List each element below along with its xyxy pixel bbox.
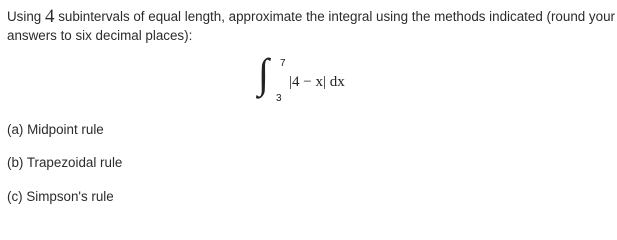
integral-expression xyxy=(258,49,378,108)
subinterval-count: 4 xyxy=(44,6,55,27)
question-text xyxy=(7,7,615,45)
integral-lower-limit: 3 xyxy=(276,93,282,104)
question-prefix: Using xyxy=(7,9,45,24)
integral-sign: ∫ xyxy=(258,49,269,98)
integrand: |4 − x| dx xyxy=(289,74,345,90)
part-b-label: (b) Trapezoidal rule xyxy=(7,155,123,170)
part-a-label: (a) Midpoint rule xyxy=(7,122,104,137)
part-c-label: (c) Simpson's rule xyxy=(7,189,114,204)
question-suffix: subintervals of equal length, approximate the integral using the methods indicated (round your answers to six decimal places): xyxy=(7,9,615,43)
integral-upper-limit: 7 xyxy=(280,58,286,69)
